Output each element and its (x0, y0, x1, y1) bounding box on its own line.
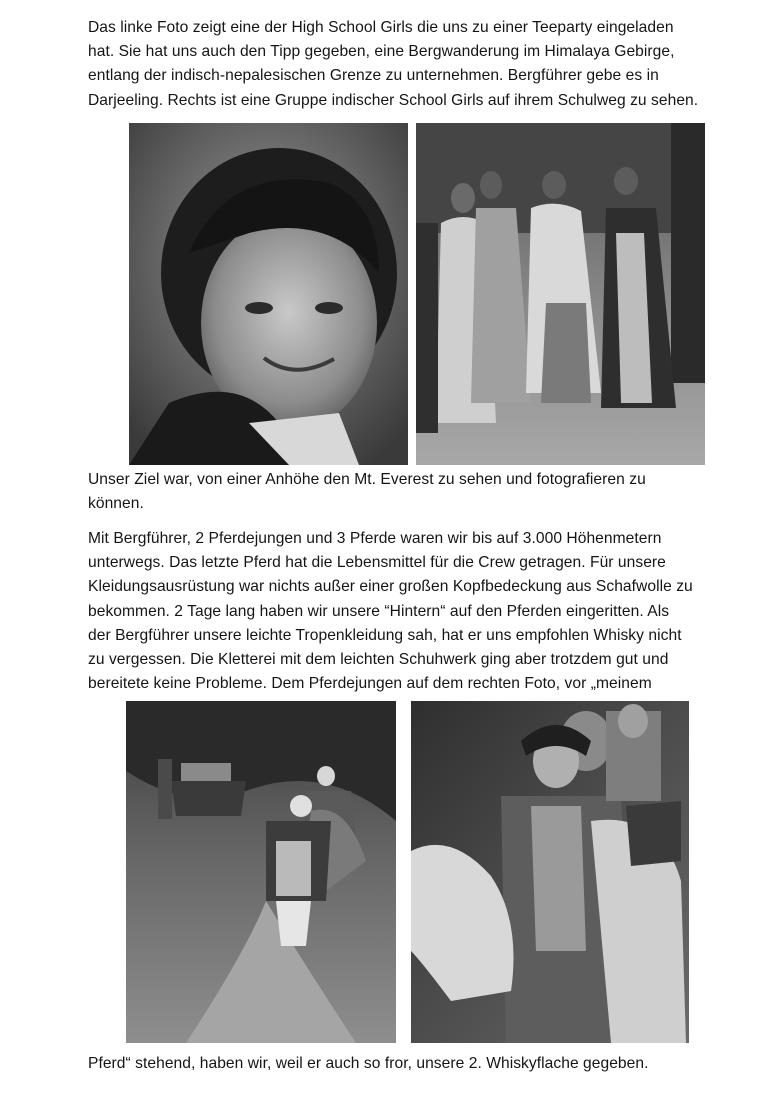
text-line: Mit Bergführer, 2 Pferdejungen und 3 Pferde waren wir bis auf 3.000 Höhenmetern (88, 530, 662, 547)
mountain-trail-photo (126, 701, 396, 1043)
text-line: zu vergessen. Die Kletterei mit dem leichten Schuhwerk ging aber trotzdem gut und (88, 651, 669, 669)
text-line: der Bergführer unsere leichte Tropenkleidung sah, hat er uns empfohlen Whisky nicht (88, 626, 682, 644)
school-girls-photo (416, 123, 705, 465)
text-line: bekommen. 2 Tage lang haben wir unsere “Hintern“ auf den Pferden eingeritten. Als (88, 602, 670, 620)
text-line: entlang der indisch-nepalesischen Grenze zu unternehmen. Bergführer gebe es in (88, 67, 659, 85)
horse-boy-photo (411, 701, 689, 1043)
text-line: können. (88, 495, 144, 513)
text-line: Pferd“ stehend, haben wir, weil er auch so fror, unsere 2. Whiskyflache gegeben. (88, 1055, 649, 1072)
closing-paragraph (88, 1052, 649, 1076)
text-line: bereitete keine Probleme. Dem Pferdejungen auf dem rechten Foto, vor „meinem (88, 675, 652, 693)
goal-paragraph (88, 468, 646, 516)
portrait-photo (129, 123, 408, 465)
text-line: Darjeeling. Rechts ist eine Gruppe indischer School Girls auf ihrem Schulweg zu sehen. (88, 91, 699, 109)
text-line: Unser Ziel war, von einer Anhöhe den Mt. Everest zu sehen und fotografieren zu (88, 471, 646, 488)
text-line: unterwegs. Das letzte Pferd hat die Lebensmittel für die Crew getragen. Für unsere (88, 554, 666, 572)
text-line: hat. Sie hat uns auch den Tipp gegeben, eine Bergwanderung im Himalaya Gebirge, (88, 43, 675, 61)
trek-paragraph (88, 527, 693, 696)
text-line: Das linke Foto zeigt eine der High School Girls die uns zu einer Teeparty eingeladen (88, 19, 674, 36)
intro-paragraph (88, 16, 698, 113)
text-line: Kleidungsausrüstung war nichts außer einer großen Kopfbedeckung aus Schafwolle zu (88, 578, 693, 596)
